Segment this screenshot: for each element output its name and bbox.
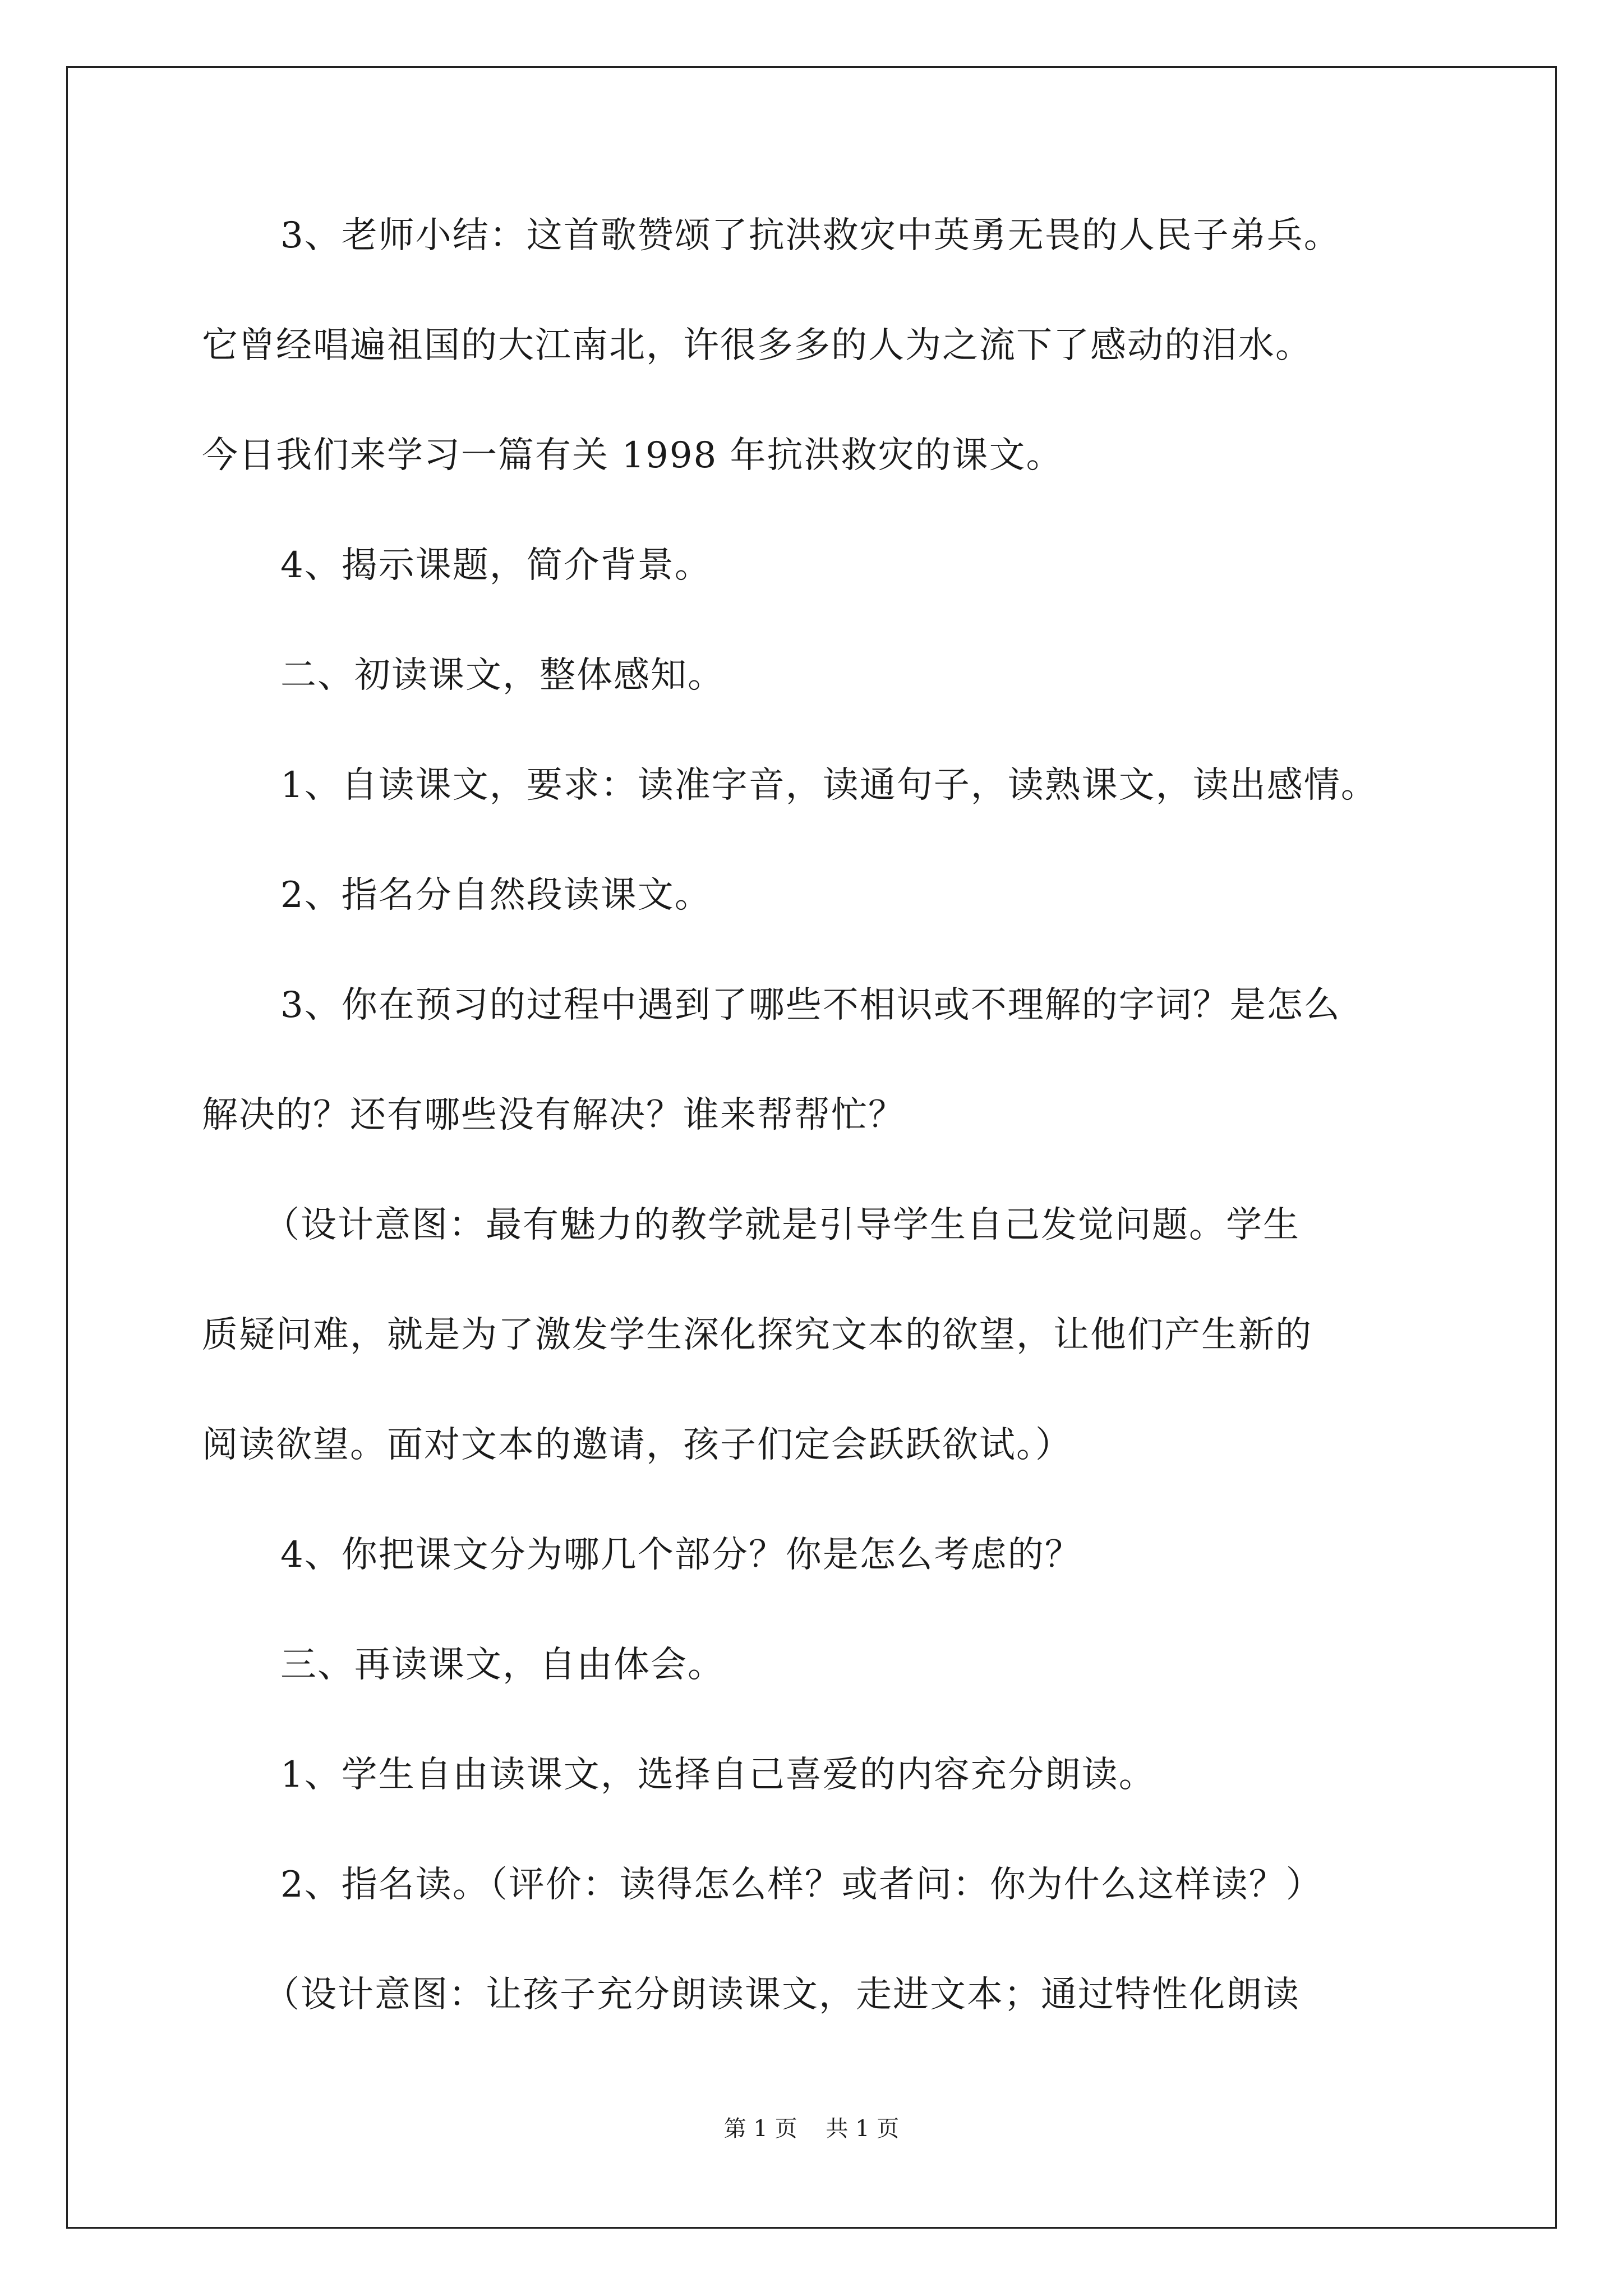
- text-line: 2、指名读。（评价：读得怎么样？或者问：你为什么这样读？）: [280, 1864, 1323, 1906]
- text-line: （设计意图：让孩子充分朗读课文，走进文本；通过特性化朗读: [264, 1974, 1300, 2016]
- text-line: 4、你把课文分为哪几个部分？你是怎么考虑的？: [280, 1534, 1082, 1576]
- text-line: 质疑问难，就是为了激发学生深化探究文本的欲望，让他们产生新的: [202, 1314, 1312, 1356]
- section-heading: 二、初读课文，整体感知。: [280, 655, 725, 696]
- text-line: 2、指名分自然段读课文。: [280, 875, 712, 916]
- text-line: （设计意图：最有魅力的教学就是引导学生自己发觉问题。学生: [264, 1204, 1300, 1246]
- text-line: 阅读欲望。面对文本的邀请，孩子们定会跃跃欲试。）: [202, 1424, 1072, 1466]
- text-line: 3、老师小结：这首歌赞颂了抗洪救灾中英勇无畏的人民子弟兵。: [280, 215, 1341, 256]
- text-line: 今日我们来学习一篇有关 1998 年抗洪救灾的课文。: [202, 435, 1063, 476]
- text-line: 1、自读课文，要求：读准字音，读通句子，读熟课文，读出感情。: [280, 765, 1378, 806]
- text-line: 4、揭示课题，简介背景。: [280, 545, 712, 586]
- text-line: 1、学生自由读课文，选择自己喜爱的内容充分朗读。: [280, 1754, 1156, 1796]
- text-line: 解决的？还有哪些没有解决？谁来帮帮忙？: [202, 1094, 905, 1136]
- text-line: 它曾经唱遍祖国的大江南北，许很多多的人为之流下了感动的泪水。: [202, 325, 1312, 366]
- section-heading: 三、再读课文，自由体会。: [280, 1644, 725, 1686]
- page-number-footer: 第 1 页 共 1 页: [723, 2116, 900, 2142]
- text-line: 3、你在预习的过程中遇到了哪些不相识或不理解的字词？是怎么: [280, 984, 1341, 1026]
